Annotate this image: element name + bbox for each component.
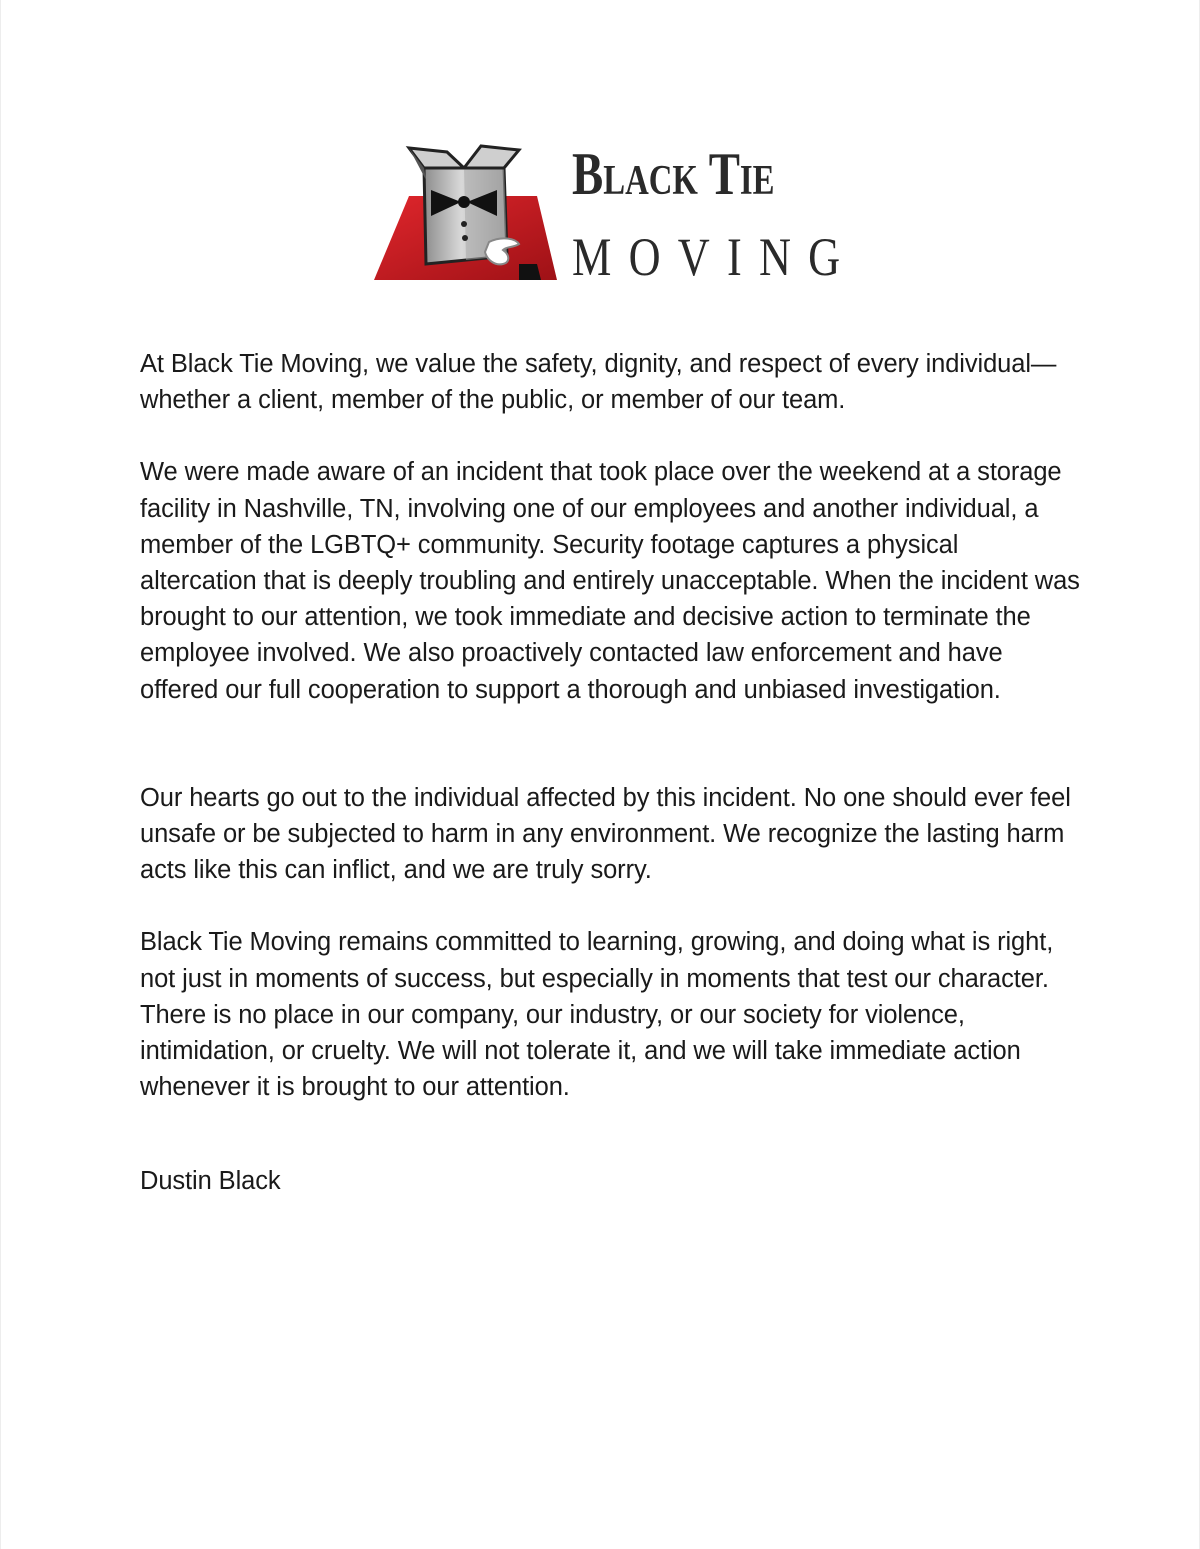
signature: Dustin Black (140, 1167, 281, 1196)
letter-body (140, 346, 1080, 1200)
moving-box-tuxedo-icon (369, 138, 569, 288)
company-logo (369, 138, 858, 288)
paragraph-intro: At Black Tie Moving, we value the safety, dignity, and respect of every individual—whether a client, member of the public, or member of our team. (140, 350, 1057, 415)
paragraph-incident: We were made aware of an incident that took place over the weekend at a storage facility in Nashville, TN, involving one of our employees and another individual, a member of the LGBTQ+ community. Security footage captures a physical altercation that is deeply troubling and entirely unacceptable. When the incident was brought to our attention, we took immediate and decisive action to terminate the employee involved. We also proactively contacted law enforcement and have offered our full cooperation to support a thorough and unbiased investigation. (140, 458, 1080, 704)
brand-name-line1: Black Tie (572, 141, 775, 207)
paragraph-commitment: Black Tie Moving remains committed to learning, growing, and doing what is right, not just in moments of success, but especially in moments that test our character. There is no place in our company, our industry, or our society for violence, intimidation, or cruelty. We will not tolerate it, and we will take immediate action whenever it is brought to our attention. (140, 928, 1054, 1102)
brand-name-line2: MOVING (572, 227, 858, 287)
paragraph-apology: Our hearts go out to the individual affected by this incident. No one should ever feel unsafe or be subjected to harm in any environment. We recognize the lasting harm acts like this can inflict, and we are truly sorry. (140, 783, 1071, 885)
